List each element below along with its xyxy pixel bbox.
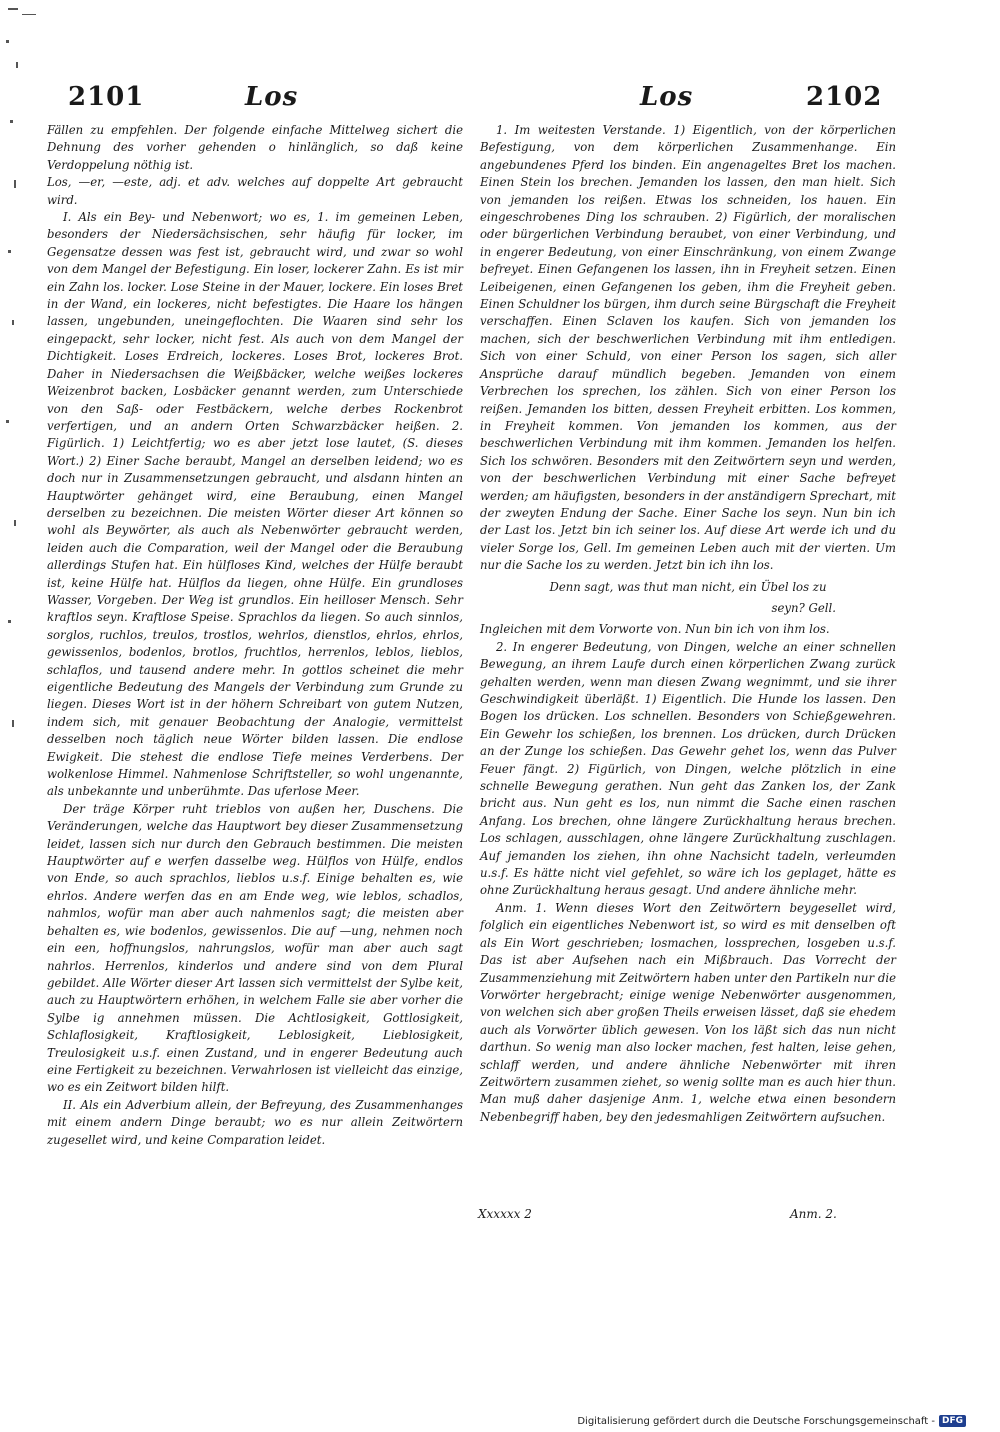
entry-heading: Los, —er, —este, adj. et adv. welches auf doppelte Art gebraucht wird. [47, 175, 463, 207]
paragraph: I. Als ein Bey- und Nebenwort; wo es, 1. im gemeinen Leben, besonders der Niedersächsischen, sehr häufig für locker, im Gegensatze dessen was fest ist, gebraucht wird, und zwar so wohl von dem Mangel der Befestigung. Ein loser, lockerer Zahn. Es ist mir ein Zahn los. locker. Lose Steine in der Mauer, lockere. Ein loses Bret in der Wand, ein lockeres, nicht befestigtes. Die Haare los hängen lassen, ungebunden, uneingeflochten. Die Waaren sind sehr los eingepackt, sehr locker, nicht fest. Als auch von dem Mangel der Dichtigkeit. Loses Erdreich, lockeres. Loses Brot, lockeres Brot. Daher in Niedersachsen die Weißbäcker, welche weißes lockeres Weizenbrot backen, Losbäcker genannt werden, zum Unterschiede von den Saß- oder Festbäckern, welche derbes Rockenbrot verfertigen, und an andern Orten Schwarzbäcker heißen. 2. Figürlich. 1) Leichtfertig; wo es aber jetzt lose lautet, (S. dieses Wort.) 2) Einer Sache beraubt, Mangel an derselben leidend; wo es doch nur in Zusammensetzungen gebraucht, und alsdann hinten an Hauptwörter gehänget wird, eine Beraubung, einen Mangel derselben zu bezeichnen. Die meisten Wörter dieser Art können so wohl als Beywörter, als auch als Nebenwörter gebraucht werden, leiden auch die Comparation, weil der Mangel oder die Beraubung allerdings Stufen hat. Ein hülfloses Kind, welches der Hülfe beraubt ist, keine Hülfe hat. Hülflos da liegen, ohne Hülfe. Ein grundloses Wasser, Vorgeben. Der Weg ist grundlos. Ein heilloser Mensch. Sehr kraftlos seyn. Kraftlose Speise. Sprachlos da liegen. So auch sinnlos, sorglos, ruchlos, treulos, trostlos, wehrlos, dienstlos, ehrlos, ehrlos, gewissenlos, bodenlos, brotlos, fruchtlos, herrenlos, leblos, lieblos, schlaflos, und tausend andere mehr. In gottlos scheinet die mehr eigentliche Bedeutung des Mangels der Verbindung zum Grunde zu liegen. Dieses Wort ist in der höhern Schreibart von gutem Nutzen, indem sich, mit genauer Beobachtung der Analogie, vermittelst desselben noch täglich neue Wörter bilden lassen. Die endlose Ewigkeit. Die stehest die endlose Tiefe meines Verderbens. Der wolkenlose Himmel. Nahmenlose Schriftsteller, so wohl ungenannte, als unbekannte und unberühmte. Das uferlose Meer. [47, 210, 463, 799]
digitization-credit [577, 1414, 966, 1428]
catchword: Anm. 2. [790, 1207, 837, 1221]
paragraph: Der träge Körper ruht trieblos von außen her, Duschens. Die Veränderungen, welche das Hauptwort bey dieser Zusammensetzung leidet, lassen sich nur durch den Gebrauch bestimmen. Die meisten Hauptwörter auf e werfen dasselbe weg. Hülflos von Hülfe, endlos von Ende, so auch sprachlos, lieblos u.s.f. Einige behalten es, wie ehrlos. Andere werfen das en am Ende weg, wie leblos, schadlos, nahmlos, wofür man aber auch nahmenlos sagt; die meisten aber behalten es, wie bodenlos, gewissenlos. Die auf —ung, nehmen noch ein een, hoffnungslos, nahrungslos, wofür man aber auch sagt nahrlos. Herrenlos, kinderlos und andere sind von dem Plural gebildet. Alle Wörter dieser Art lassen sich vermittelst der Sylbe keit, auch zu Hauptwörtern erhöhen, in welchem Falle sie aber vorher die Sylbe ig annehmen müssen. Die Achtlosigkeit, Gottlosigkeit, Schlaflosigkeit, Kraftlosigkeit, Leblosigkeit, Lieblosigkeit, Treulosigkeit u.s.f. einen Zustand, und in engerer Bedeutung auch eine Fertigkeit zu bezeichnen. Verwahrlosen ist vielleicht das einzige, wo es ein Zeitwort bilden hilft. [47, 801, 463, 1095]
right-page-number: 2102 [806, 82, 883, 112]
margin-scan-noise [2, 0, 42, 760]
left-column [47, 122, 463, 1149]
paragraph: Ingleichen mit dem Vorworte von. Nun bin ich von ihm los. [480, 622, 830, 637]
paragraph: II. Als ein Adverbium allein, der Befreyung, des Zusammenhanges mit einem andern Dinge beraubt; wo es nur allein Zeitwörtern zugesellet wird, und keine Comparation leidet. [47, 1097, 463, 1147]
dfg-logo: DFG [939, 1415, 966, 1427]
paragraph: 2. In engerer Bedeutung, von Dingen, welche an einer schnellen Bewegung, an ihrem Laufe durch einen körperlichen Zwang zurück gehalten werden, wenn man diesen Zwang wegnimmt, und sie ihrer Geschwindigkeit überläßt. 1) Eigentlich. Die Hunde los lassen. Den Bogen los drücken. Los schnellen. Besonders von Schießgewehren. Ein Gewehr los schießen, los brennen. Los drücken, durch Drücken an der Zunge los schießen. Das Gewehr gehet los, wenn das Pulver Feuer fängt. 2) Figürlich, von Dingen, welche plötzlich in eine schnelle Bewegung gerathen. Nun geht das Zanken los, der Zank bricht aus. Nun geht es los, nun nimmt die Sache einen raschen Anfang. Los brechen, ohne längere Zurückhaltung heraus brechen. Los schlagen, ausschlagen, ohne längere Zurückhaltung zuschlagen. Auf jemanden los ziehen, ihn ohne Nachsicht tadeln, verleumden u.s.f. Es hätte nicht viel gefehlet, so wäre ich los geplaget, hätte es ohne Zurückhaltung heraus gesagt. Und andere ähnliche mehr. [480, 639, 896, 898]
paragraph: 1. Im weitesten Verstande. 1) Eigentlich, von der körperlichen Befestigung, von dem körperlichen Zusammenhange. Ein angebundenes Pferd los binden. Ein angenageltes Bret los machen. Einen Stein los brechen. Jemanden los lassen, den man hielt. Sich von jemanden los reißen. Etwas los schneiden, los hauen. Ein eingeschrobenes Ding los schrauben. 2) Figürlich, der moralischen oder bürgerlichen Verbindung beraubet, von einer Verbindung, und in engerer Bedeutung, von einer Einschränkung, von einem Zwange befreyet. Einen Gefangenen los lassen, ihn in Freyheit setzen. Einen Leibeigenen, einen Gefangenen los geben, ihm die Freyheit geben. Einen Schuldner los bürgen, ihm durch seine Bürgschaft die Freyheit verschaffen. Einen Sclaven los kaufen. Sich von jemanden los machen, sich der beschwerlichen Verbindung mit ihm entledigen. Sich von einer Schuld, von einer Person los sagen, sich aller Ansprüche darauf mündlich begeben. Jemanden von einem Verbrechen los sprechen, los zählen. Sich von einer Person los reißen. Jemanden los bitten, dessen Freyheit erbitten. Los kommen, in Freyheit kommen. Von jemanden los kommen, aus der beschwerlichen Verbindung mit ihm kommen. Jemanden los helfen. Sich los schwören. Besonders mit den Zeitwörtern seyn und werden, von der beschwerlichen Verbindung mit einer Sache befreyet werden; am häufigsten, besonders in der anständigern Sprechart, mit der zweyten Endung der Sache. Einer Sache los seyn. Nun bin ich der Last los. Jetzt bin ich seiner los. Auf diese Art werde ich und du vieler Sorge los, Gell. Im gemeinen Leben auch mit der vierten. Um nur die Sache los zu werden. Jetzt bin ich ihn los. [480, 123, 896, 573]
left-page-number: 2101 [68, 82, 145, 112]
credit-text: Digitalisierung gefördert durch die Deutsche Forschungsgemeinschaft - [577, 1415, 935, 1427]
verse-quote: Denn sagt, was thut man nicht, ein Übel los zu [549, 579, 827, 594]
left-running-head: Los [245, 82, 299, 112]
signature-mark: Xxxxxx 2 [478, 1207, 532, 1221]
paragraph: Fällen zu empfehlen. Der folgende einfache Mittelweg sichert die Dehnung des vorher gehenden o hinlänglich, so daß keine Verdoppelung nöthig ist. [47, 123, 463, 172]
verse-quote-end: seyn? Gell. [771, 600, 836, 615]
right-running-head: Los [640, 82, 694, 112]
right-column [480, 122, 896, 1126]
paragraph: Anm. 1. Wenn dieses Wort den Zeitwörtern beygesellet wird, folglich ein eigentliches Nebenwort ist, so wird es mit denselben oft als Ein Wort geschrieben; losmachen, lossprechen, losgeben u.s.f. Das ist aber Aufsehen nach ein Mißbrauch. Das Vorrecht der Zusammenziehung mit Zeitwörtern haben unter den Partikeln nur die Vorwörter hergebracht; einige wenige Nebenwörter ausgenommen, von welchen sich aber großen Theils erweisen lässet, daß sie ehedem auch als Vorwörter üblich gewesen. Von los läßt sich das nun nicht darthun. So wenig man also locker machen, fest halten, leise gehen, schlaff werden, und andere ähnliche Nebenwörter mit ihren Zeitwörtern zusammen ziehet, so wenig sollte man es auch hier thun. Man muß daher dasjenige Anm. 1, welche etwa einen besondern Nebenbegriff haben, bey den jedesmahligen Zeitwörtern aufsuchen. [480, 900, 896, 1124]
